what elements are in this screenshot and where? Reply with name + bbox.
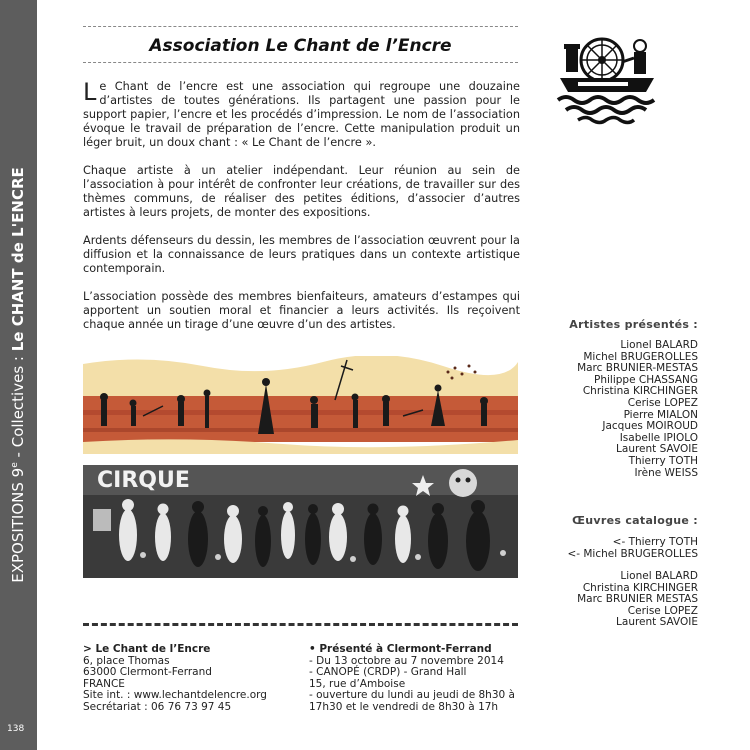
catalogue-name: Cerise LOPEZ xyxy=(627,604,698,617)
contact-title: > Le Chant de l’Encre xyxy=(83,643,211,655)
artist-name: Marc BRUNIER-MESTAS xyxy=(577,362,698,375)
article-body xyxy=(83,80,520,346)
presented-title: • Présenté à Clermont-Ferrand xyxy=(309,643,492,655)
artist-name: Pierre MIALON xyxy=(623,408,698,421)
contact-phone: Secrétariat : 06 76 73 97 45 xyxy=(83,700,232,713)
artist-name: Thierry TOTH xyxy=(628,454,698,467)
steamboat-logo xyxy=(556,30,660,126)
artist-name: Lionel BALARD xyxy=(620,339,698,351)
procession-illustration xyxy=(83,356,518,454)
catalogue-name: Lionel BALARD xyxy=(620,570,698,582)
presented-street: 15, rue d’Amboise xyxy=(309,677,406,690)
paragraph-1 xyxy=(83,80,520,150)
page-number: 138 xyxy=(7,724,25,734)
section-prefix: EXPOSITIONS 9 xyxy=(9,467,27,583)
presented-block xyxy=(309,644,529,713)
procession-artwork xyxy=(83,356,518,454)
paragraph-1-text: e Chant de l’encre est une association qui regroupe une douzaine d’artistes de toutes générations. Ils partagent une passion pour le support papier, l’encre et les procédés d’impression. Le nom de l’association évoque le travail de préparation de l’encre. Cette manipulation produit un léger bruit, un doux chant : « Le Chant de l’encre ». xyxy=(83,80,520,149)
paragraph-4: L’association possède des membres bienfaiteurs, amateurs d’estampes qui apportent un soutien moral et financier a leurs activités. Ils reçoivent chaque année un tirage d’une œuvre d’un des artistes. xyxy=(83,290,520,331)
catalogue-heading: Œuvres catalogue : xyxy=(572,514,698,527)
catalogue-name: Laurent SAVOIE xyxy=(616,616,698,629)
sidebar xyxy=(0,0,37,750)
catalogue-refs xyxy=(567,537,698,560)
section-superscript: e xyxy=(10,462,20,468)
catalogue-name: Marc BRUNIER MESTAS xyxy=(577,593,698,606)
footer-separator xyxy=(83,623,518,626)
artists-list xyxy=(577,340,698,479)
circus-sign: CIRQUE xyxy=(97,468,190,493)
paragraph-3: Ardents défenseurs du dessin, les membres de l’association œuvrent pour la diffusion et la connaissance de leurs pratiques dans un contexte artistique contemporain. xyxy=(83,234,520,275)
section-name: - Collectives : xyxy=(9,351,27,463)
artist-name: Michel BRUGEROLLES xyxy=(583,350,698,363)
article-title: Association Le Chant de l’Encre xyxy=(149,36,452,56)
artists-heading: Artistes présentés : xyxy=(569,318,698,331)
presented-dates: - Du 13 octobre au 7 novembre 2014 xyxy=(309,654,504,667)
contact-website: Site int. : www.lechantdelencre.org xyxy=(83,689,267,701)
title-top-rule xyxy=(83,26,518,27)
contact-block xyxy=(83,644,267,713)
circus-artwork xyxy=(83,465,518,578)
artist-name: Christina KIRCHINGER xyxy=(582,385,698,398)
circus-illustration xyxy=(83,465,518,578)
catalogue-ref: <- Michel BRUGEROLLES xyxy=(567,547,698,560)
contact-address-line: 6, place Thomas xyxy=(83,654,170,667)
section-label xyxy=(9,167,27,583)
contact-address-line: 63000 Clermont-Ferrand xyxy=(83,666,212,678)
artist-name: Jacques MOIROUD xyxy=(602,420,698,433)
paragraph-2: Chaque artiste à un atelier indépendant. Leur réunion au sein de l’association à pour intérêt de confronter leur créations, de travailler sur des thèmes communs, de réaliser des petites éditions, d’associer d’autres artistes à leurs projets, de monter des expositions. xyxy=(83,164,520,219)
presented-hours: - ouverture du lundi au jeudi de 8h30 à xyxy=(309,689,515,701)
title-bottom-rule xyxy=(83,62,518,63)
artist-name: Philippe CHASSANG xyxy=(594,373,698,386)
catalogue-name: Christina KIRCHINGER xyxy=(582,581,698,594)
presented-hours-cont: 17h30 et le vendredi de 8h30 à 17h xyxy=(309,700,499,713)
artist-name: Isabelle IPIOLO xyxy=(619,431,698,444)
presented-venue: - CANOPÉ (CRDP) - Grand Hall xyxy=(309,666,467,678)
artist-name: Cerise LOPEZ xyxy=(627,396,698,409)
artist-name: Laurent SAVOIE xyxy=(616,443,698,456)
contact-country: FRANCE xyxy=(83,677,125,690)
artist-name: Irène WEISS xyxy=(634,466,698,479)
drop-cap: L xyxy=(83,78,97,106)
section-subject: Le CHANT de L'ENCRE xyxy=(9,167,27,352)
catalogue-ref: <- Thierry TOTH xyxy=(612,536,698,548)
catalogue-list xyxy=(577,571,698,629)
